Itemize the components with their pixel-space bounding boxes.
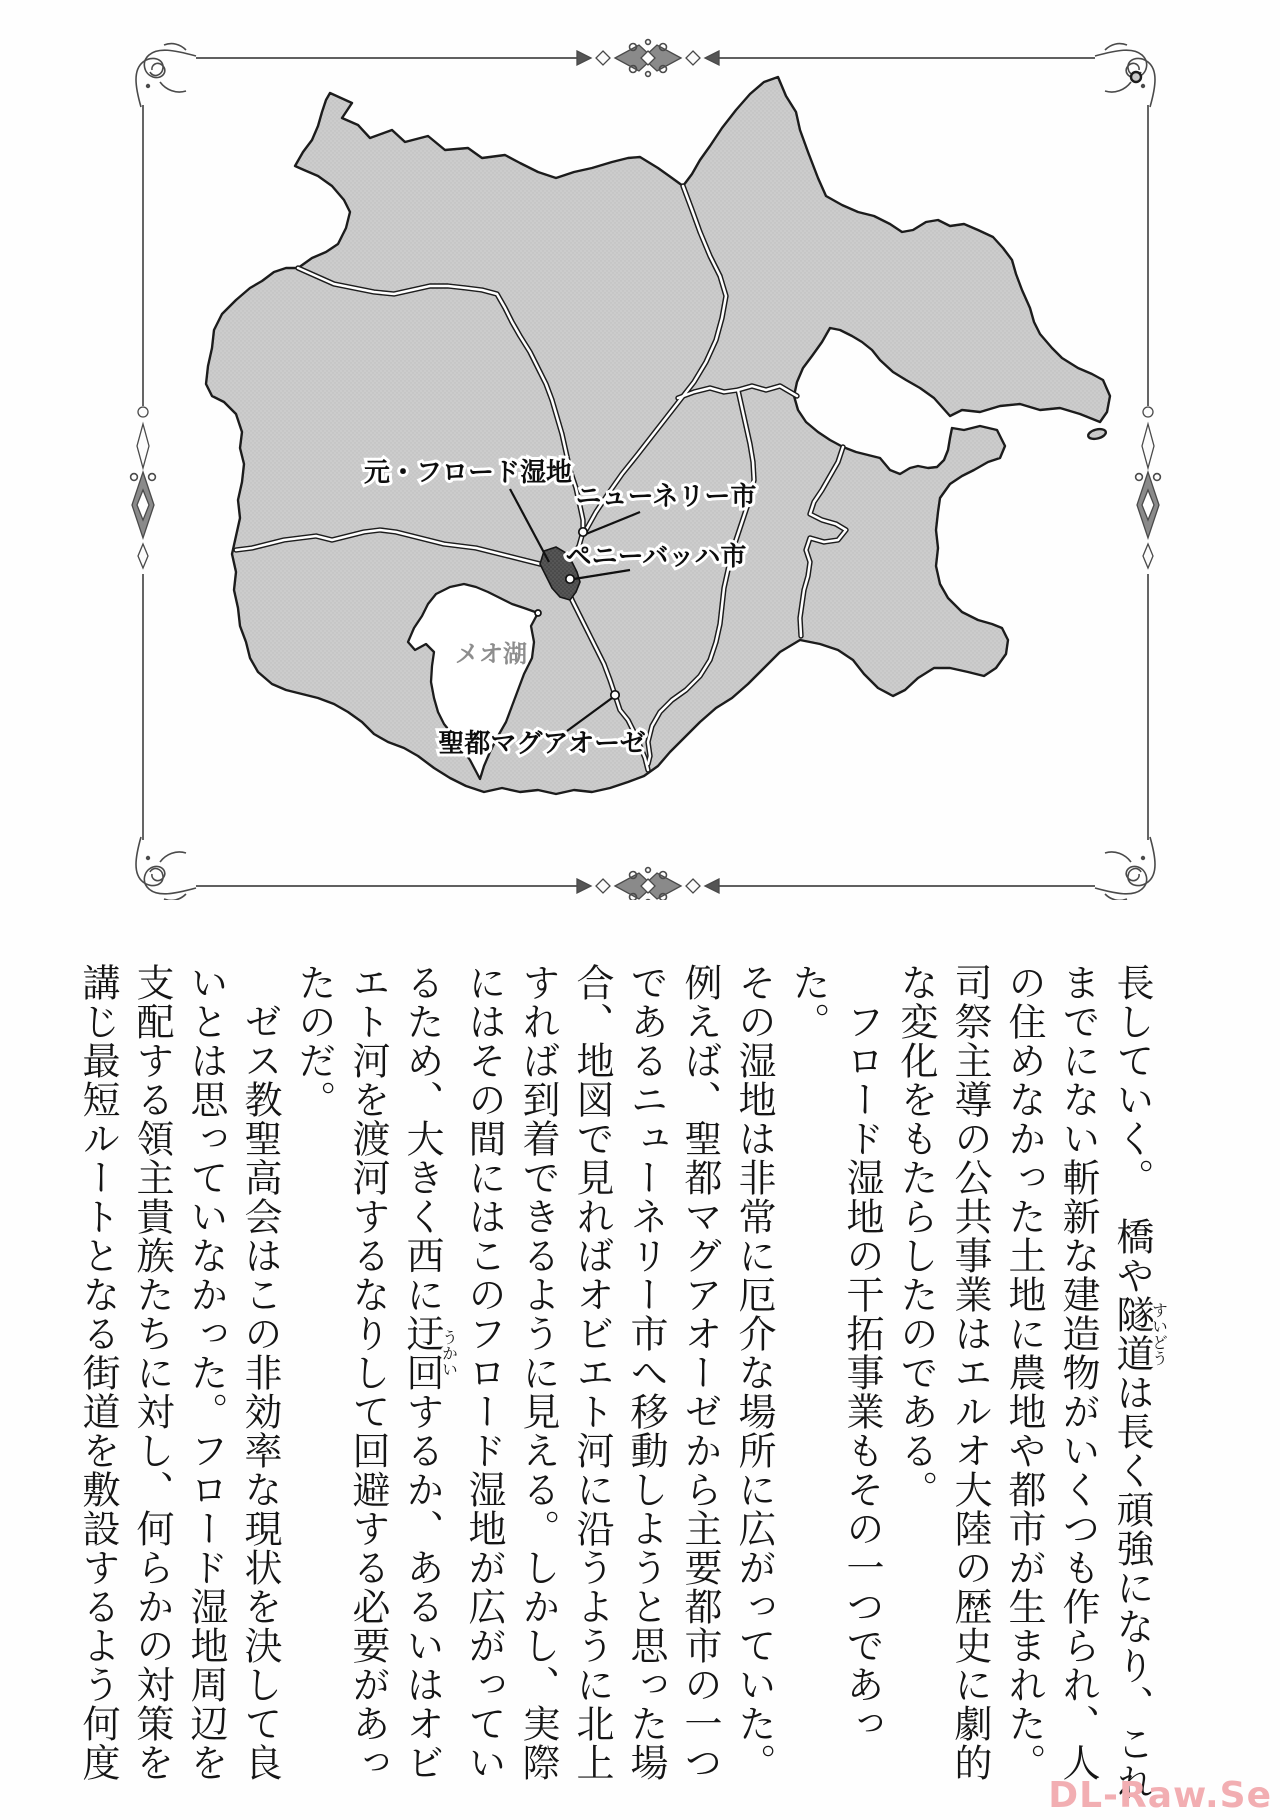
- text-line: 例えば、聖都マグアオーゼから主要都市の一つ: [678, 963, 720, 1782]
- frame-corner-bl: [136, 837, 196, 900]
- small-island: [1087, 427, 1107, 440]
- map-label-pennybach: ペニーバッハ市: [565, 541, 747, 571]
- text-line: な変化をもたらしたのである。: [894, 963, 936, 1509]
- small-island: [1131, 72, 1141, 82]
- frame-ornament-top: [577, 40, 719, 77]
- frame-ornament-left: [131, 407, 156, 568]
- text-line: エト河を渡河するなりして回避する必要があっ: [346, 963, 388, 1782]
- map-label-swamp: 元・フロード湿地: [363, 457, 573, 487]
- marker-lake-point: [535, 610, 541, 616]
- frame-corner-tr: [1095, 44, 1155, 107]
- text-line: いとは思っていなかった。フロード湿地周辺を: [184, 963, 226, 1782]
- text-line: 支配する領主貴族たちに対し、何らかの対策を: [130, 963, 172, 1782]
- continent-outline: [206, 77, 1110, 794]
- marker-pennybach: [566, 575, 574, 583]
- text-line: その湿地は非常に厄介な場所に広がっていた。: [732, 963, 774, 1782]
- marker-new-nelly: [579, 528, 587, 536]
- text-line: 長していく。 橋や隧道すいどうは長く頑強になり、これ: [1110, 963, 1167, 1802]
- text-line: すれば到着できるように見える。しかし、実際: [516, 963, 558, 1782]
- frame-corner-tl: [136, 44, 196, 107]
- text-line: であるニューネリー市へ移動しようと思った場: [624, 963, 666, 1782]
- marker-maguaoze: [611, 691, 619, 699]
- map-panel: [0, 0, 1280, 900]
- map-label-lake: メオ湖: [455, 641, 527, 668]
- text-line: 合、地図で見ればオビエト河に沿うように北上: [570, 963, 612, 1782]
- map-label-new-nelly: ニューネリー市: [575, 481, 757, 511]
- text-line: ゼス教聖高会はこの非効率な現状を決して良: [238, 963, 280, 1782]
- frame-ornament-bottom: [577, 868, 719, 900]
- watermark: DL-Raw.Se: [1048, 1775, 1272, 1816]
- ruby-annotation: 迂回うかい: [400, 1314, 457, 1392]
- frame-corner-br: [1095, 837, 1155, 900]
- text-line: にはその間にはこのフロード湿地が広がってい: [462, 963, 504, 1782]
- text-line: までにない斬新な建造物がいくつも作られ、人: [1056, 963, 1098, 1782]
- text-line: フロード湿地の干拓事業もその一つであった。: [786, 963, 882, 1743]
- text-line: たのだ。: [292, 963, 334, 1119]
- text-line: 司祭主導の公共事業はエルオ大陸の歴史に劇的: [948, 963, 990, 1782]
- map-label-maguaoze: 聖都マグアオーゼ: [438, 728, 646, 758]
- region-map: [0, 0, 1280, 900]
- body-text: [76, 963, 1167, 1811]
- frame-ornament-right: [1136, 407, 1161, 568]
- text-line: 講じ最短ルートとなる街道を敷設するよう何度: [76, 963, 118, 1782]
- ruby-annotation: 隧道すいどう: [1110, 1295, 1167, 1373]
- continent: [206, 72, 1141, 794]
- text-line: るため、大きく西に迂回うかいするか、あるいはオビ: [400, 963, 457, 1782]
- text-line: の住めなかった土地に農地や都市が生まれた。: [1002, 963, 1044, 1782]
